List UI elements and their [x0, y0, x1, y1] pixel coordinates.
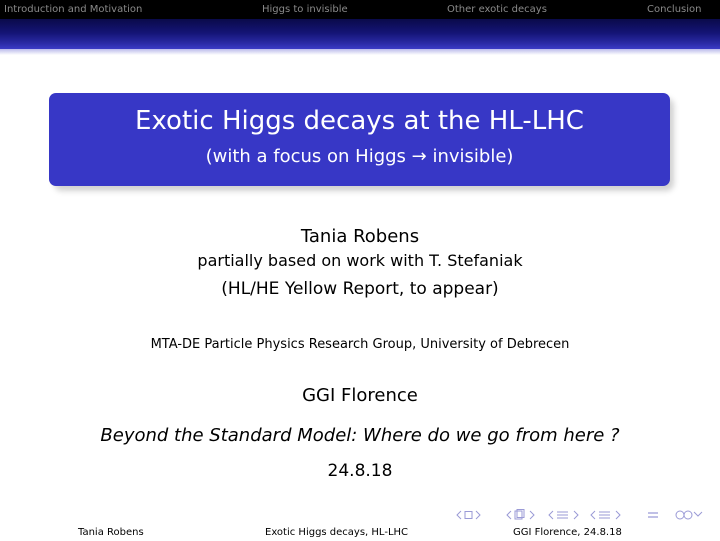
search-icon[interactable] — [674, 509, 704, 523]
slide-subtitle: (with a focus on Higgs → invisible) — [205, 146, 514, 167]
title-box — [49, 93, 670, 186]
footer-author: Tania Robens — [78, 527, 144, 538]
footer-venue-date: GGI Florence, 24.8.18 — [513, 527, 622, 538]
subsection-prev-icon[interactable] — [548, 509, 588, 523]
nav-section-other-decays[interactable]: Other exotic decays — [447, 4, 547, 15]
align-icon[interactable] — [646, 509, 660, 523]
footer — [0, 525, 720, 541]
header-band — [0, 19, 720, 49]
slide-title: Exotic Higgs decays at the HL-LHC — [135, 106, 584, 136]
section-prev-icon[interactable] — [506, 509, 542, 523]
venue: GGI Florence — [302, 385, 418, 406]
header-band-fade — [0, 49, 720, 55]
author-note-report: (HL/HE Yellow Report, to appear) — [221, 279, 499, 299]
nav-section-introduction[interactable]: Introduction and Motivation — [4, 4, 143, 15]
nav-section-conclusion[interactable]: Conclusion — [647, 4, 702, 15]
date: 24.8.18 — [327, 461, 393, 481]
footer-title: Exotic Higgs decays, HL-LHC — [265, 527, 409, 538]
institute: MTA-DE Particle Physics Research Group, University of Debrecen — [150, 337, 570, 352]
section-next-icon[interactable] — [590, 509, 630, 523]
frame-first-icon[interactable] — [456, 509, 484, 523]
section-nav-bar — [0, 0, 720, 19]
author-note: partially based on work with T. Stefaniak — [197, 251, 523, 270]
author-name: Tania Robens — [300, 226, 420, 247]
nav-section-higgs-invisible[interactable]: Higgs to invisible — [262, 4, 348, 15]
workshop-title: Beyond the Standard Model: Where do we go from here ? — [100, 425, 620, 446]
